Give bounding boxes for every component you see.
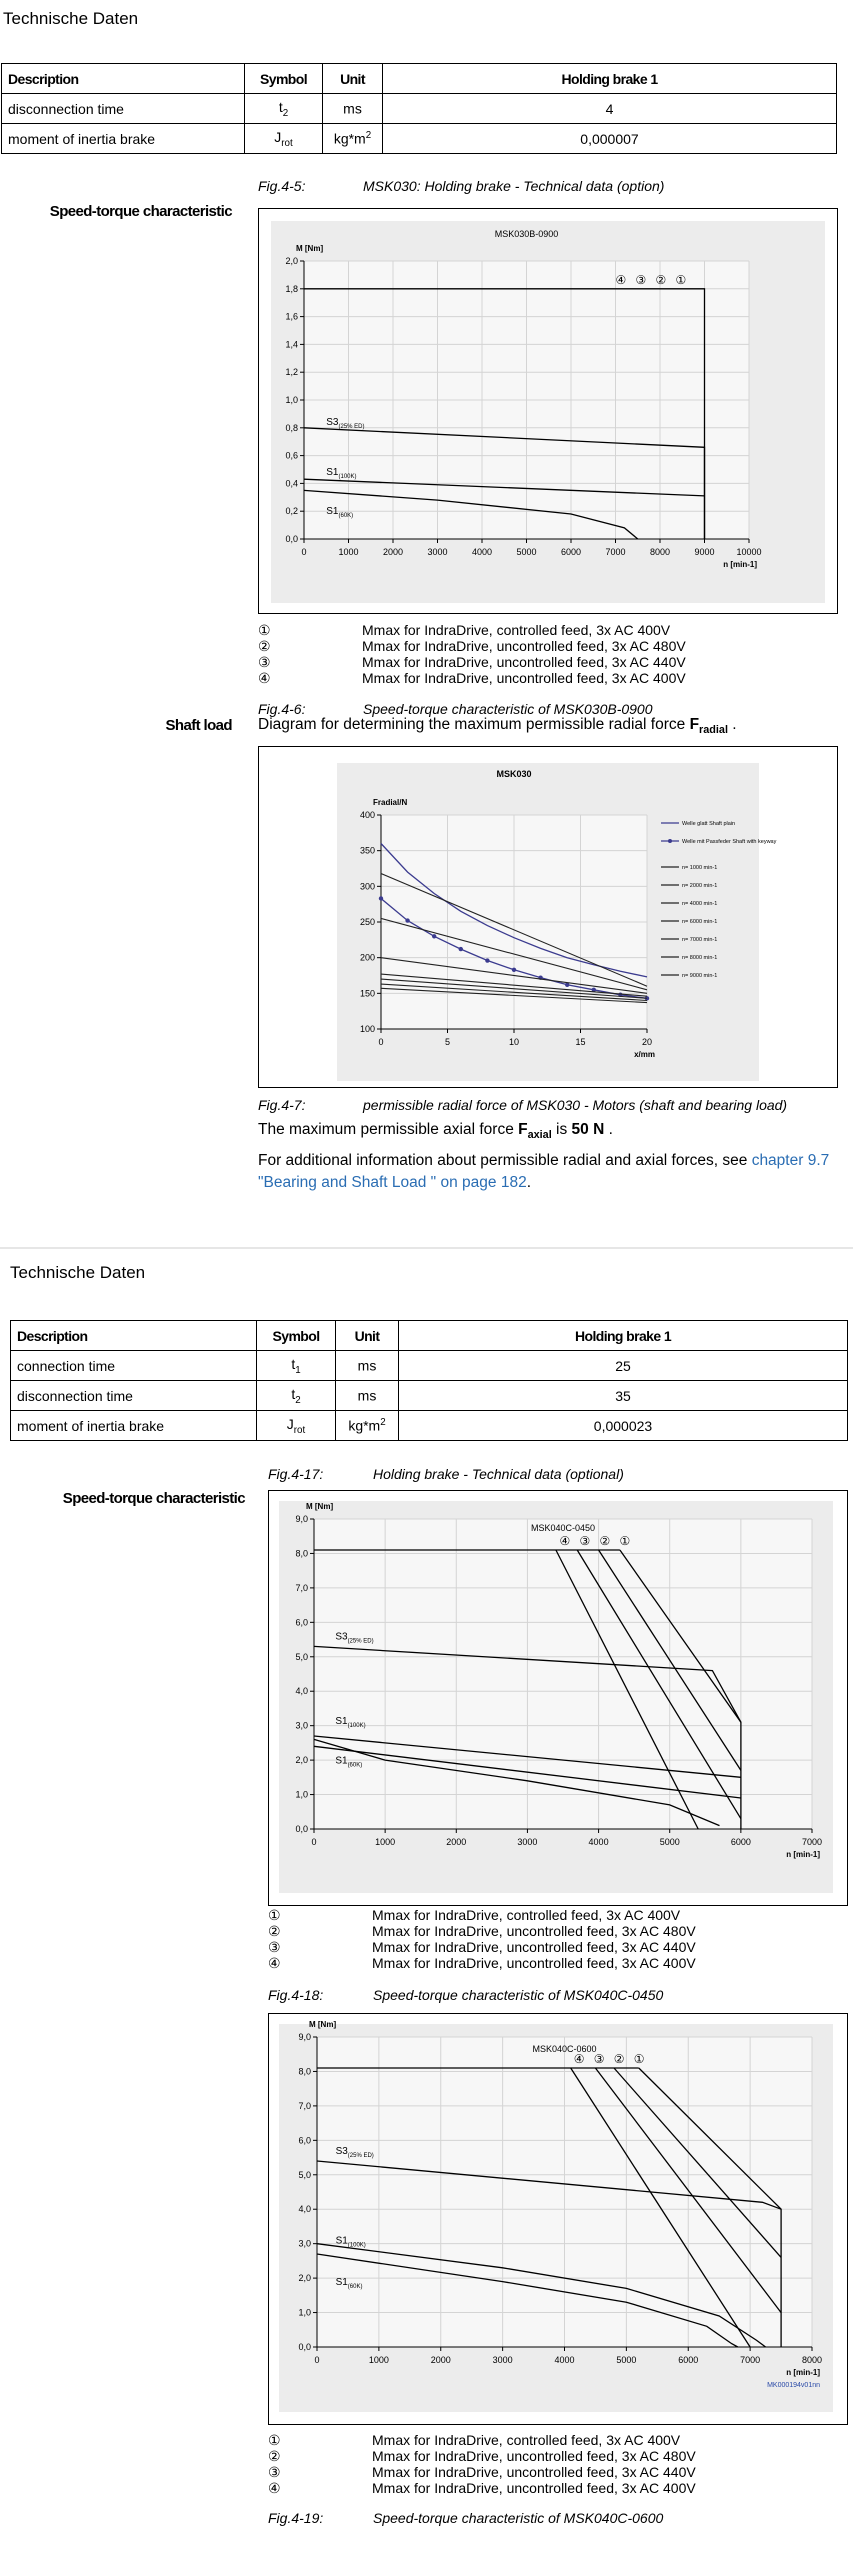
x-tick-label: 7000: [605, 547, 626, 557]
speed-torque-chart: [259, 209, 837, 613]
header-holding-brake: Holding brake 1: [383, 64, 837, 94]
y-tick-label: 2,0: [285, 256, 298, 266]
data-point: [432, 934, 436, 938]
legend-label: Welle glatt Shaft plain: [682, 821, 736, 827]
y-tick-label: 0,0: [298, 2342, 311, 2352]
x-tick-label: 3000: [517, 1837, 538, 1847]
curve-label: $S3_{(25\% ED)}$: [335, 2146, 374, 2160]
legend-label: n= 6000 min-1: [682, 919, 718, 925]
curve-label: $S3_{(25\% ED)}$: [326, 417, 365, 431]
chapter-link[interactable]: chapter 9.7 "Bearing and Shaft Load " on page 182: [258, 1152, 830, 1191]
y-tick-label: 5,0: [298, 2169, 311, 2180]
legend-label: n= 7000 min-1: [682, 937, 718, 943]
curve-label: $S1_{(60K)}$: [335, 1755, 363, 1769]
row-description: connection time: [11, 1351, 257, 1381]
legend-item: ④ Mmax for IndraDrive, uncontrolled feed, 3x AC 400V: [268, 1955, 696, 1971]
header-unit: Unit: [323, 64, 383, 94]
legend-item: ④ Mmax for IndraDrive, uncontrolled feed, 3x AC 400V: [258, 670, 686, 686]
x-tick-label: 3000: [427, 547, 448, 557]
speed-torque-chart: [269, 1491, 847, 1905]
curve-marker: ①: [619, 1534, 631, 1548]
y-tick-label: 7,0: [295, 1582, 308, 1593]
curve-marker: ③: [593, 2052, 605, 2066]
curve-marker: ①: [675, 272, 687, 287]
legend-item: ③ Mmax for IndraDrive, uncontrolled feed, 3x AC 440V: [268, 2464, 696, 2480]
figure-text: Speed-torque characteristic of MSK030B-0900: [363, 701, 653, 717]
page-heading: Technische Daten: [3, 9, 139, 28]
x-tick-label: 4000: [588, 1837, 609, 1847]
radial-force-chart: [259, 747, 837, 1087]
table-row: [11, 1351, 848, 1381]
curve-marker: ②: [599, 1534, 611, 1548]
y-tick-label: 1,0: [285, 395, 298, 405]
legend-item: ④ Mmax for IndraDrive, uncontrolled feed, 3x AC 400V: [268, 2480, 696, 2496]
legend-item: ② Mmax for IndraDrive, uncontrolled feed, 3x AC 480V: [268, 1923, 696, 1939]
row-symbol: $t_2$: [245, 94, 323, 124]
legend-list: [258, 622, 686, 686]
curve-label: $S1_{(100K)}$: [326, 467, 357, 481]
row-value: 35: [399, 1381, 848, 1411]
row-unit: ms: [336, 1351, 399, 1381]
y-tick-label: 200: [359, 952, 375, 963]
chart-title: MSK040C-0450: [530, 1523, 596, 1533]
axial-force-text: The maximum permissible axial force $F_{axial}$ is 50 N .: [258, 1121, 613, 1142]
curve-marker: ③: [635, 272, 647, 287]
page-heading: Technische Daten: [10, 1263, 146, 1282]
x-tick-label: 6000: [678, 2355, 699, 2365]
legend-item: ① Mmax for IndraDrive, controlled feed, 3x AC 400V: [268, 2432, 681, 2448]
data-point: [485, 958, 489, 962]
y-tick-label: 5,0: [295, 1651, 308, 1662]
y-axis-label: Fradial/N: [373, 798, 408, 807]
x-tick-label: 2000: [382, 547, 404, 557]
x-tick-label: 7000: [801, 1837, 823, 1847]
figure-caption: [268, 1466, 624, 1482]
row-symbol: $J_{rot}$: [257, 1411, 336, 1441]
y-tick-label: 250: [359, 917, 375, 927]
curve-label-sub: (60K): [347, 1762, 363, 1769]
y-tick-label: 100: [359, 1024, 375, 1034]
table-header-row: [11, 1321, 848, 1351]
row-value: 0,000007: [383, 124, 837, 154]
y-tick-label: 8,0: [298, 2066, 311, 2077]
curve-label-sub: (100K): [347, 1722, 366, 1729]
figure-text: Speed-torque characteristic of MSK040C-0600: [373, 2510, 664, 2526]
table-row: [2, 94, 837, 124]
x-tick-label: 10000: [736, 547, 762, 557]
x-axis-label: n [min-1]: [786, 1850, 820, 1859]
brake-data-table: [1, 63, 837, 154]
y-tick-label: 1,0: [295, 1789, 308, 1800]
curve-marker: ①: [633, 2052, 645, 2066]
curve-label: $S1_{(60K)}$: [335, 2277, 363, 2290]
x-tick-label: 3000: [492, 2355, 513, 2365]
curve-label-sub: (25% ED): [338, 424, 365, 431]
header-holding-brake: Holding brake 1: [399, 1321, 848, 1351]
x-tick-label: 15: [575, 1037, 586, 1047]
speed-torque-label: Speed-torque characteristic: [62, 1490, 245, 1507]
data-point: [379, 896, 383, 900]
y-tick-label: 4,0: [298, 2204, 311, 2215]
chart-title: MSK030B-0900: [494, 229, 559, 239]
figure-number: Fig.4-6:: [258, 701, 306, 717]
x-tick-label: 1000: [368, 2355, 389, 2365]
speed-torque-chart: [269, 2014, 847, 2424]
x-tick-label: 4000: [471, 547, 493, 557]
y-tick-label: 8,0: [295, 1548, 308, 1559]
legend-label: n= 4000 min-1: [682, 901, 718, 907]
legend-item: ② Mmax for IndraDrive, uncontrolled feed, 3x AC 480V: [268, 2448, 696, 2464]
figure-caption: [258, 178, 664, 194]
legend-item: ① Mmax for IndraDrive, controlled feed, 3x AC 400V: [258, 622, 671, 638]
y-tick-label: 400: [359, 810, 375, 820]
x-axis-label: n [min-1]: [786, 2368, 820, 2377]
curve-label-sub: (60K): [347, 2284, 363, 2290]
curve-label: $S1_{(100K)}$: [335, 1715, 366, 1729]
y-tick-label: 300: [359, 881, 375, 892]
y-tick-label: 1,6: [285, 311, 298, 322]
x-tick-label: 8000: [801, 2355, 823, 2365]
y-tick-label: 1,0: [298, 2307, 311, 2318]
x-tick-label: 2000: [446, 1837, 467, 1847]
header-description: Description: [11, 1321, 257, 1351]
y-tick-label: 3,0: [298, 2238, 311, 2249]
chart-frame: [258, 208, 838, 614]
figure-text: permissible radial force of MSK030 - Motors (shaft and bearing load): [363, 1097, 788, 1113]
figure-text: MSK030: Holding brake - Technical data (option): [363, 178, 665, 194]
y-tick-label: 4,0: [295, 1686, 308, 1697]
x-tick-label: 0: [314, 2355, 320, 2365]
figure-caption: [268, 2510, 663, 2526]
y-tick-label: 0,4: [285, 478, 298, 489]
figure-caption: [258, 1097, 787, 1113]
y-tick-label: 0,0: [285, 534, 298, 544]
data-point: [512, 968, 516, 972]
legend-item: ② Mmax for IndraDrive, uncontrolled feed, 3x AC 480V: [258, 638, 686, 654]
row-value: 4: [383, 94, 837, 124]
y-tick-label: 350: [359, 845, 375, 856]
page-divider: [0, 1247, 853, 1249]
plot-area: [314, 1519, 812, 1829]
row-symbol: $J_{rot}$: [245, 124, 323, 154]
header-symbol: Symbol: [245, 64, 323, 94]
y-tick-label: 1,2: [285, 367, 298, 378]
y-tick-label: 1,4: [285, 339, 298, 350]
figure-text: Speed-torque characteristic of MSK040C-0450: [373, 1987, 664, 2003]
table-row: [2, 124, 837, 154]
curve-marker: ④: [615, 272, 627, 287]
row-description: moment of inertia brake: [11, 1411, 257, 1441]
y-tick-label: 9,0: [298, 2032, 311, 2042]
legend-label: n= 1000 min-1: [682, 865, 718, 871]
legend-item: ① Mmax for IndraDrive, controlled feed, 3x AC 400V: [268, 1907, 681, 1923]
legend-item: ③ Mmax for IndraDrive, uncontrolled feed, 3x AC 440V: [268, 1939, 696, 1955]
shaft-load-label: Shaft load: [165, 717, 232, 734]
speed-torque-label: Speed-torque characteristic: [49, 203, 232, 220]
row-value: 25: [399, 1351, 848, 1381]
figure-watermark: MK000194v01nn: [767, 2382, 820, 2389]
legend-label: n= 8000 min-1: [682, 955, 718, 961]
figure-text: Holding brake - Technical data (optional): [373, 1466, 624, 1482]
chart-title: MSK030: [496, 769, 532, 779]
x-tick-label: 1000: [338, 547, 359, 557]
x-axis-label: x/mm: [634, 1050, 655, 1059]
x-tick-label: 20: [641, 1037, 653, 1047]
curve-label: $S1_{(60K)}$: [326, 505, 354, 519]
row-unit: ms: [323, 94, 383, 124]
chart-frame: [258, 746, 838, 1088]
figure-number: Fig.4-17:: [268, 1466, 324, 1482]
legend-list: [268, 1907, 696, 1971]
y-axis-label: M [Nm]: [296, 244, 324, 253]
y-tick-label: 150: [359, 988, 375, 999]
curve-marker: ②: [655, 272, 667, 287]
x-tick-label: 8000: [649, 547, 671, 557]
chart-frame: [268, 1490, 848, 1906]
y-tick-label: 0,8: [285, 422, 298, 433]
curve-label-sub: (25% ED): [347, 2153, 374, 2160]
x-tick-label: 5000: [516, 547, 537, 557]
legend-label: Welle mit Passfeder Shaft with keyway: [682, 839, 777, 845]
shaft-load-description: Diagram for determining the maximum permissible radial force $F_{radial}$ .: [258, 716, 737, 737]
y-tick-label: 6,0: [298, 2135, 311, 2146]
curve-label-sub: (25% ED): [347, 1638, 374, 1645]
x-tick-label: 1000: [375, 1837, 396, 1847]
y-tick-label: 6,0: [295, 1617, 308, 1628]
table-row: [11, 1381, 848, 1411]
legend-list: [268, 2432, 696, 2496]
header-description: Description: [2, 64, 245, 94]
table-row: [11, 1411, 848, 1441]
row-description: disconnection time: [2, 94, 245, 124]
curve-label: $S3_{(25\% ED)}$: [335, 1631, 374, 1645]
curve-label-sub: (60K): [338, 512, 354, 519]
x-tick-label: 7000: [740, 2355, 761, 2365]
row-unit: $kg*m^2$: [323, 124, 383, 154]
x-axis-label: n [min-1]: [723, 560, 757, 569]
y-tick-label: 2,0: [298, 2273, 311, 2284]
header-unit: Unit: [336, 1321, 399, 1351]
data-point: [459, 947, 463, 951]
y-tick-label: 3,0: [295, 1720, 308, 1731]
y-tick-label: 0,2: [285, 506, 298, 517]
curve-label-sub: (100K): [338, 474, 357, 481]
x-tick-label: 4000: [554, 2355, 575, 2365]
x-tick-label: 10: [508, 1037, 520, 1047]
row-symbol: $t_2$: [257, 1381, 336, 1411]
y-tick-label: 2,0: [295, 1755, 308, 1766]
x-tick-label: 6000: [560, 547, 582, 557]
figure-number: Fig.4-18:: [268, 1987, 324, 2003]
x-tick-label: 6000: [730, 1837, 751, 1847]
header-symbol: Symbol: [257, 1321, 336, 1351]
figure-number: Fig.4-5:: [258, 178, 306, 194]
x-tick-label: 9000: [694, 547, 715, 557]
chart-frame: [268, 2013, 848, 2425]
legend-label: n= 9000 min-1: [682, 973, 718, 979]
data-point: [405, 918, 409, 922]
row-description: moment of inertia brake: [2, 124, 245, 154]
chart-title: MSK040C-0600: [532, 2044, 597, 2054]
y-tick-label: 1,8: [285, 283, 298, 294]
x-tick-label: 0: [378, 1037, 384, 1047]
y-tick-label: 0,0: [295, 1824, 308, 1834]
curve-marker: ④: [559, 1534, 571, 1548]
y-axis-label: M [Nm]: [306, 1502, 334, 1511]
row-symbol: $t_1$: [257, 1351, 336, 1381]
additional-info-text: For additional information about permissible radial and axial forces, see chapter 9.7 "Bearing and Shaft Load " on page 182.: [258, 1152, 830, 1191]
figure-caption: [268, 1987, 663, 2003]
row-description: disconnection time: [11, 1381, 257, 1411]
curve-label: $S1_{(100K)}$: [335, 2235, 366, 2249]
row-unit: ms: [336, 1381, 399, 1411]
y-tick-label: 9,0: [295, 1514, 308, 1524]
table-header-row: [2, 64, 837, 94]
curve-label-sub: (100K): [347, 2242, 366, 2249]
curve-marker: ③: [579, 1534, 591, 1548]
x-tick-label: 0: [311, 1837, 317, 1847]
row-unit: $kg*m^2$: [336, 1411, 399, 1441]
y-tick-label: 7,0: [298, 2100, 311, 2111]
figure-number: Fig.4-7:: [258, 1097, 306, 1113]
legend-item: ③ Mmax for IndraDrive, uncontrolled feed, 3x AC 440V: [258, 654, 686, 670]
brake-data-table: [10, 1320, 848, 1441]
legend-swatch-dot: [668, 839, 672, 843]
x-tick-label: 5000: [659, 1837, 680, 1847]
curve-marker: ④: [573, 2052, 585, 2066]
legend-label: n= 2000 min-1: [682, 883, 718, 889]
x-tick-label: 5: [444, 1037, 451, 1047]
x-tick-label: 2000: [430, 2355, 451, 2365]
y-tick-label: 0,6: [285, 450, 298, 461]
y-axis-label: M [Nm]: [309, 2020, 337, 2029]
x-tick-label: 0: [301, 547, 307, 557]
curve-marker: ②: [613, 2052, 625, 2066]
row-value: 0,000023: [399, 1411, 848, 1441]
x-tick-label: 5000: [616, 2355, 637, 2365]
figure-number: Fig.4-19:: [268, 2510, 324, 2526]
